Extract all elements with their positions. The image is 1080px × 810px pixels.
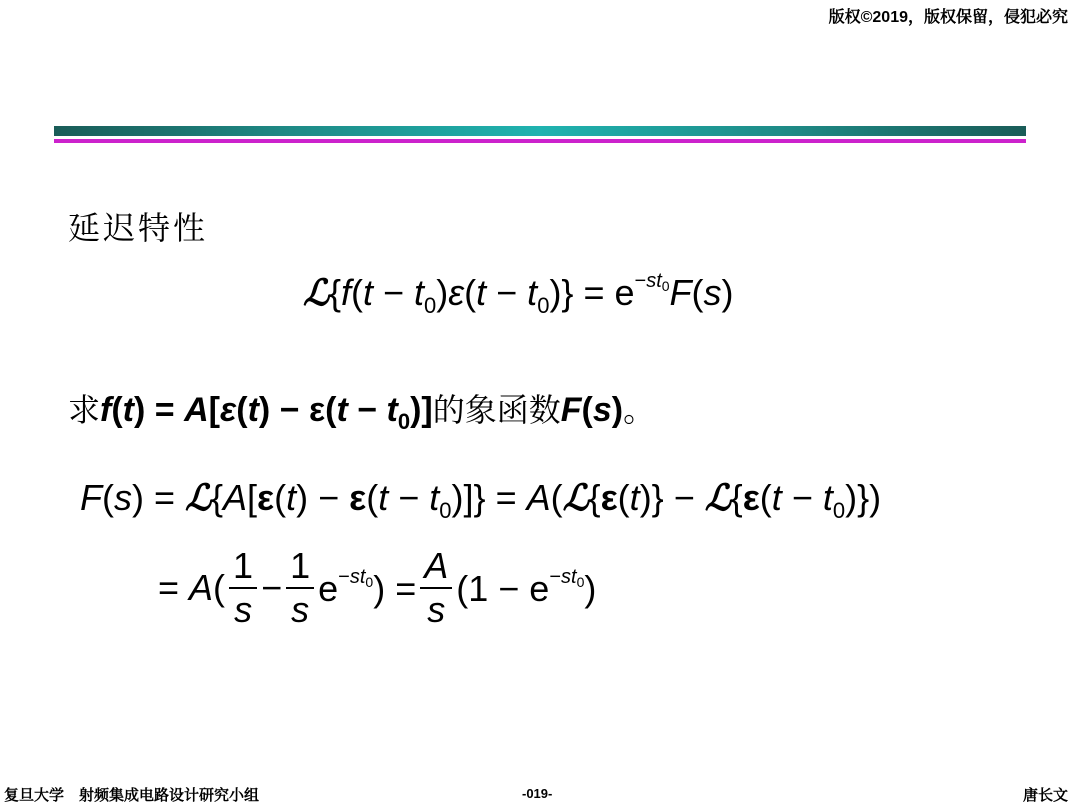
footer-organization: 复旦大学 射频集成电路设计研究小组 [4,787,260,804]
solution-equation-line2: = A( $\frac{1}{s}$ − $\frac{1}{s}$ $e^{-st_0}$) = $\frac{A}{s}$ $(1 - e^{-st_0})$ [158,545,597,630]
solution-equation-line1: F(s) = ℒ{A[ε(t) − $\varepsilon(t - t_0)$]} = A(ℒ{ε(t)} − ℒ{ε(t − $t_0$)}) [80,477,882,523]
header-divider-bar [54,126,1026,136]
question-line: 求$f(t) = A[\varepsilon(t) - \varepsilon(t - t_0)]$的象函数F(s)。 [68,391,656,434]
header-divider-line [54,139,1026,143]
delay-property-equation: ℒ{f(t − $t_0)\varepsilon(t - t_0)\} = e^{-st_0}F(s)$ [303,270,734,318]
fraction-one-over-s-2: $\frac{1}{s}$ [286,545,314,631]
fraction-a-over-s: $\frac{A}{s}$ [420,545,452,631]
question-end: 。 [623,391,656,429]
section-heading: 延迟特性 [68,209,209,247]
question-prefix: 求 [68,391,101,429]
footer-author: 唐长文 [1022,787,1068,804]
copyright-notice: 版权©2019，版权保留，侵犯必究 [828,9,1068,26]
fraction-one-over-s: $\frac{1}{s}$ [229,545,257,631]
page-number: -019- [522,786,553,801]
question-suffix: 的象函数 [432,391,561,429]
